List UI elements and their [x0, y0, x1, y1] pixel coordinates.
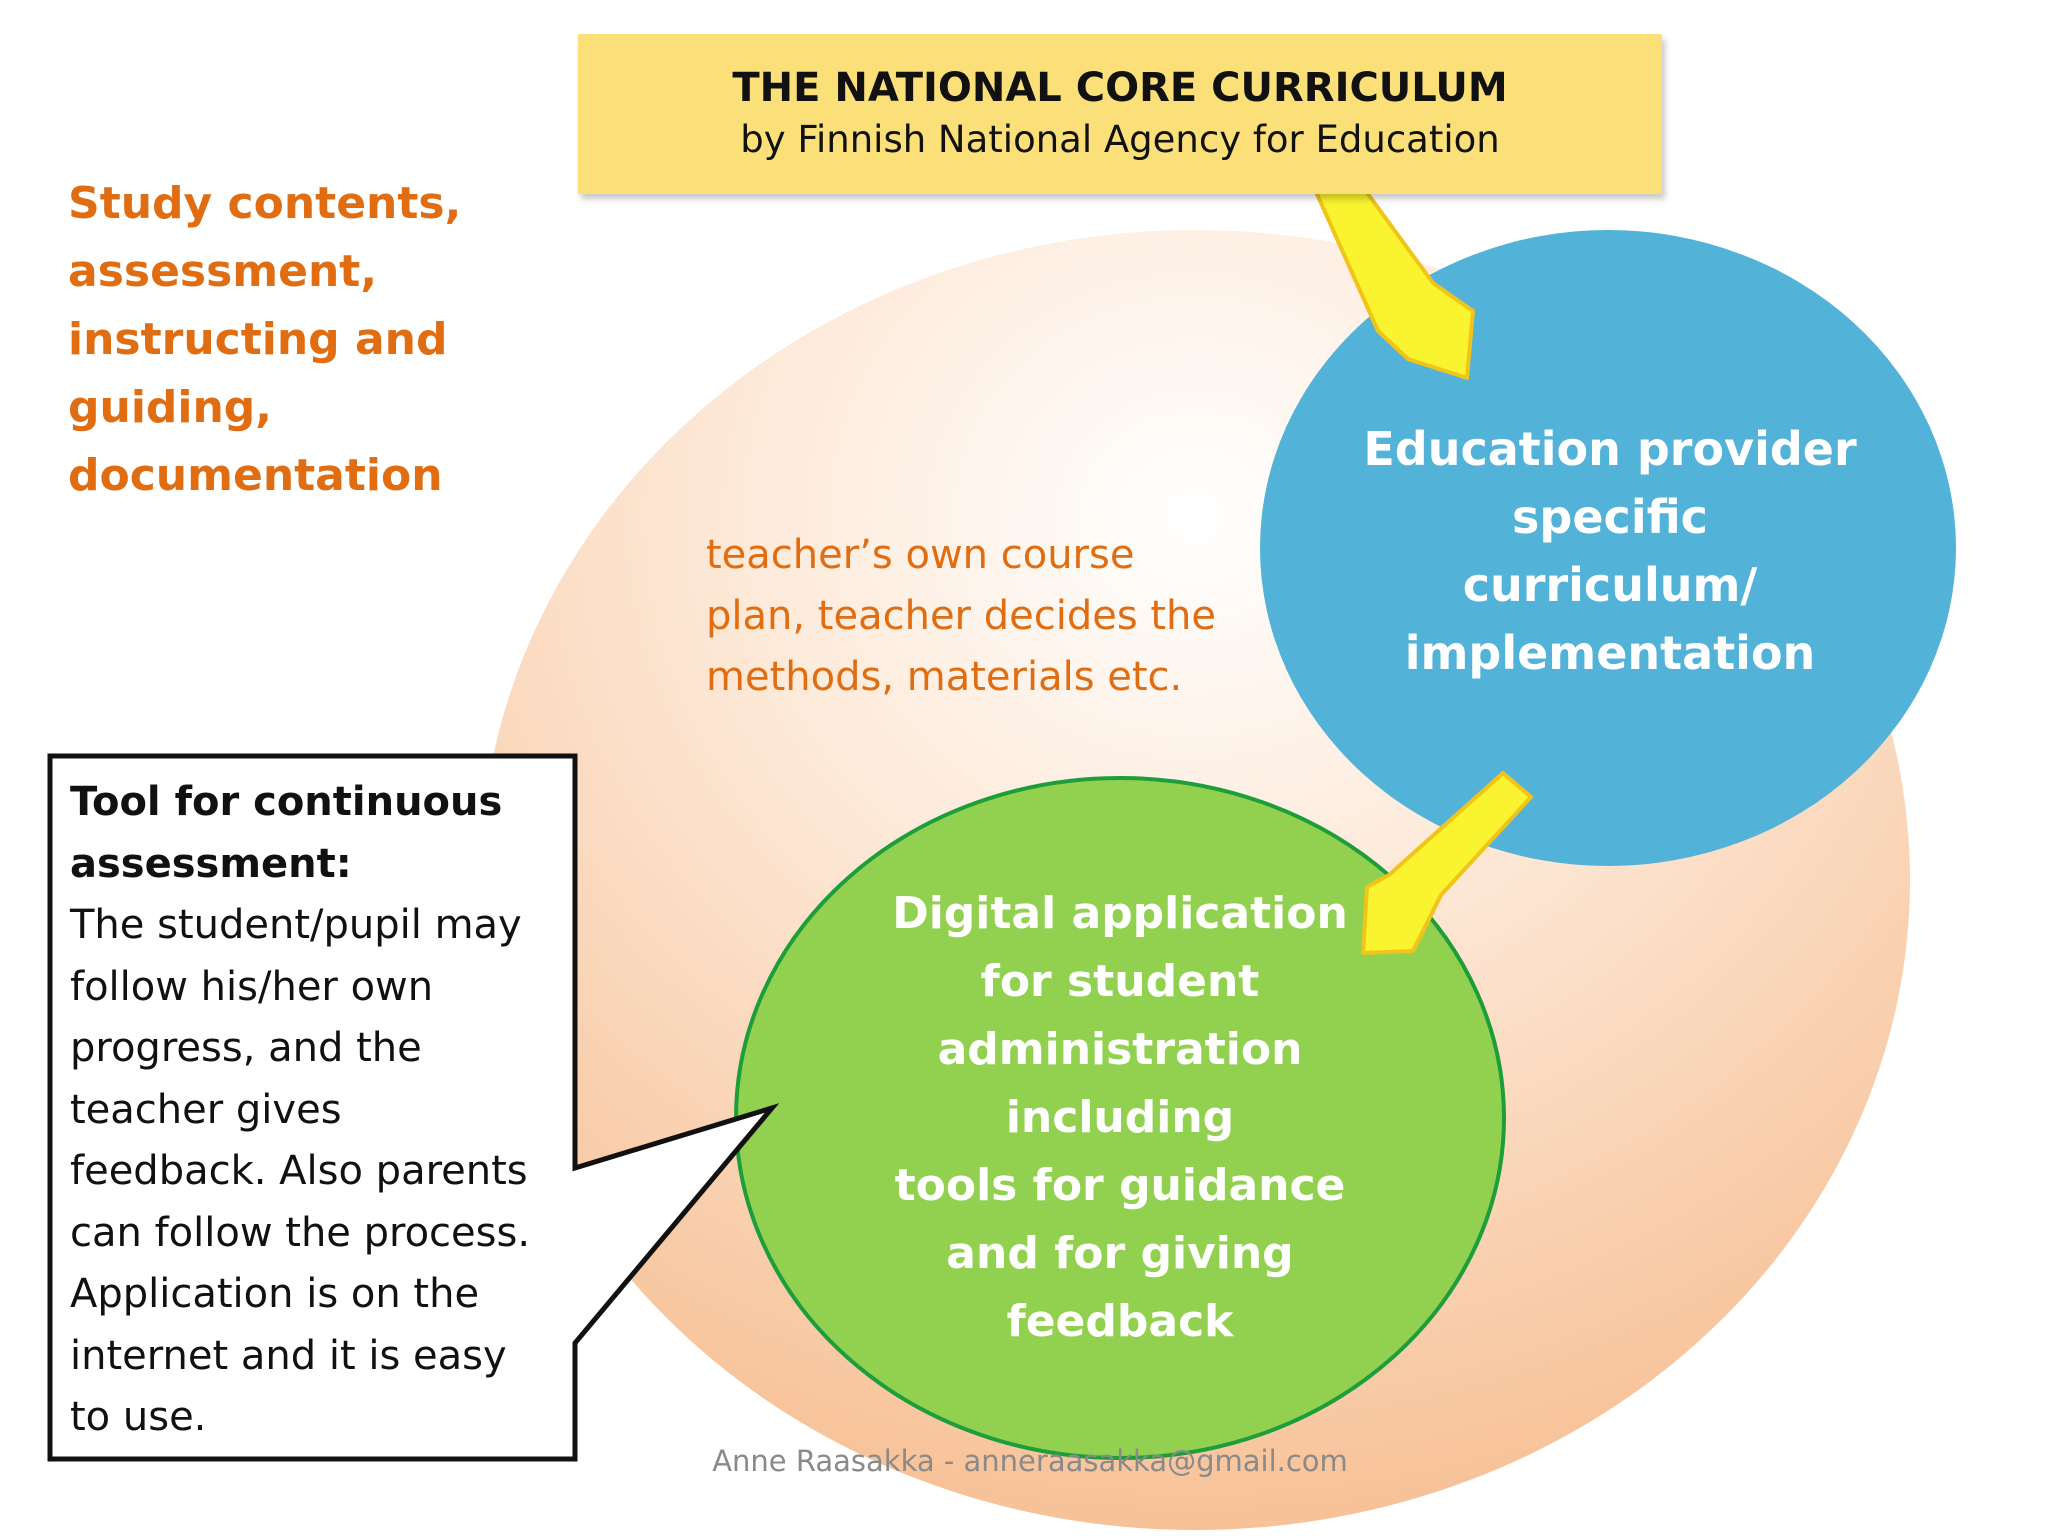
study-contents-text: Study contents, assessment, instructing and guiding, documentation	[68, 178, 462, 501]
page-subtitle: by Finnish National Agency for Education	[740, 118, 1500, 161]
callout-heading: Tool for continuous assessment:	[70, 779, 503, 887]
title-box	[578, 34, 1662, 194]
callout-body: The student/pupil may follow his/her own progress, and the teacher gives feedback. Also parents can follow the process. Application is on the internet and it is easy to use.	[70, 902, 531, 1440]
page-title: THE NATIONAL CORE CURRICULUM	[732, 65, 1508, 111]
digital-application-text: Digital application for student administration including tools for guidance and for giving feedback	[892, 888, 1348, 1347]
footer-credit: Anne Raasakka - anneraasakka@gmail.com	[712, 1444, 1348, 1478]
education-provider-text: Education provider specific curriculum/ implementation	[1363, 422, 1857, 680]
callout-content	[70, 772, 570, 1449]
teacher-plan-text: teacher’s own course plan, teacher decides the methods, materials etc.	[706, 532, 1217, 700]
